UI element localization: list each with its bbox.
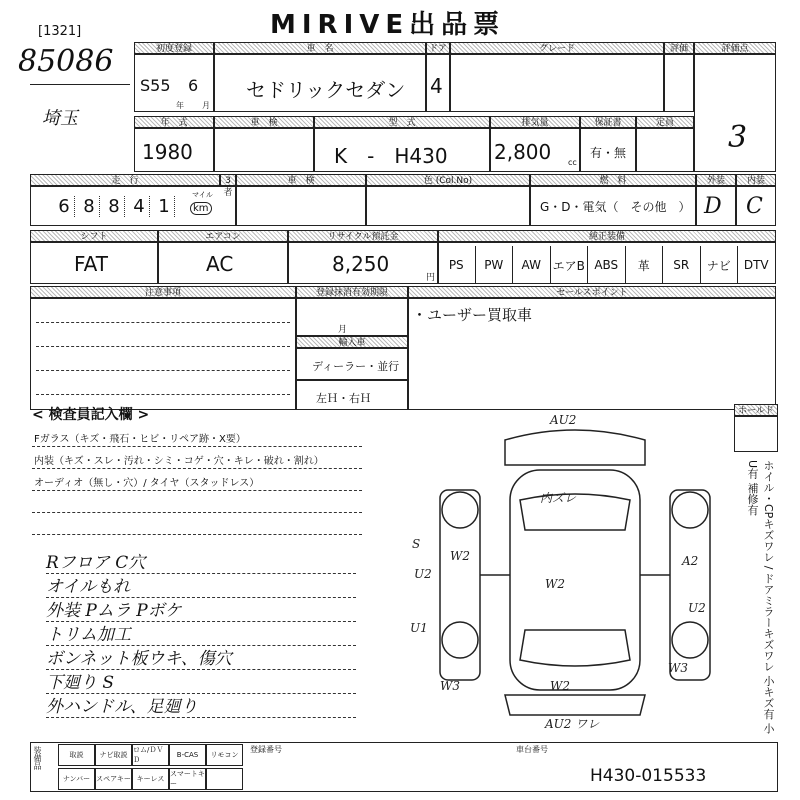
hand-note-line: ボンネット板ウキ、傷穴 bbox=[46, 644, 356, 670]
import-header: 輸入車 bbox=[296, 336, 408, 348]
side-note: ホイル・CPキズワレ / ドアミラーキズワレ 小キズ有 小U有 補修有 bbox=[746, 460, 775, 735]
import-type: ディーラー・並行 bbox=[312, 360, 400, 373]
score-value: 3 bbox=[728, 120, 748, 155]
mileage-digit: 8 bbox=[104, 196, 125, 217]
diagram-label: U2 bbox=[688, 601, 706, 615]
diagram-label: U2 bbox=[414, 567, 432, 581]
equipment-item: エアB bbox=[551, 246, 589, 284]
displacement-value: 2,800 bbox=[494, 140, 552, 164]
equipment-item: 革 bbox=[626, 246, 664, 284]
model-year-value: 1980 bbox=[142, 140, 193, 164]
mileage-digit: 6 bbox=[54, 196, 75, 217]
sales-point-header: セールスポイント bbox=[408, 286, 776, 298]
equipment-item: DTV bbox=[738, 246, 776, 284]
diagram-label: W2 bbox=[450, 549, 470, 563]
grade-header: グレード bbox=[450, 42, 664, 54]
fuel-value: G・D・電気（ その他 ） bbox=[540, 200, 691, 214]
model-year-header: 年 式 bbox=[134, 116, 214, 128]
interior-line: 内装（キズ・スレ・汚れ・シミ・コゲ・穴・キレ・破れ・割れ） bbox=[34, 456, 324, 467]
exterior-value: D bbox=[704, 194, 722, 219]
footer-item: ナビ取説 bbox=[95, 744, 132, 766]
lot-number: 85086 bbox=[18, 44, 114, 79]
cc-unit: cc bbox=[568, 158, 577, 167]
shift-header: シフト bbox=[30, 230, 158, 242]
hand-note-line: オイルもれ bbox=[46, 572, 356, 598]
reg-month-mark: 月 bbox=[338, 325, 348, 335]
mileage-digit: 1 bbox=[154, 196, 175, 217]
diagram-label: A2 bbox=[682, 554, 699, 568]
audio-line: オーディオ（無し・穴）/ タイヤ（スタッドレス） bbox=[34, 478, 260, 489]
footer-side-label: 装備品 bbox=[33, 746, 42, 770]
doors-header: ドア bbox=[426, 42, 450, 54]
inspector-notes-title: < 検査員記入欄 > bbox=[32, 407, 150, 423]
footer-item: スマートキー bbox=[170, 770, 205, 788]
footer-item bbox=[206, 768, 243, 790]
capacity-header: 定員 bbox=[636, 116, 694, 128]
aircon-value: AC bbox=[206, 252, 234, 276]
handle-side: 左Ｈ・右Ｈ bbox=[316, 392, 371, 405]
frame-no-label: 車台番号 bbox=[516, 745, 548, 754]
footer-item: スペアキー bbox=[95, 768, 132, 790]
model-type-value: K - H430 bbox=[334, 144, 448, 168]
car-name-header: 車 名 bbox=[214, 42, 426, 54]
footer-item: ロム/ＤＶＤ bbox=[132, 744, 169, 766]
equipment-item: PW bbox=[476, 246, 514, 284]
footer-item: リモコン bbox=[206, 744, 243, 766]
reg-no-label: 登録番号 bbox=[250, 745, 282, 754]
year-mark: 年 bbox=[176, 101, 184, 110]
equipment-item: SR bbox=[663, 246, 701, 284]
mileage-unit-top: マイル bbox=[192, 191, 213, 199]
mileage-unit: km bbox=[190, 202, 212, 215]
glass-line: Fガラス（キズ・飛石・ヒビ・リペア跡・X要） bbox=[34, 434, 246, 445]
lot-code: [1321] bbox=[38, 24, 82, 39]
rating-header: 評価 bbox=[664, 42, 694, 54]
score-header: 評価点 bbox=[694, 42, 776, 54]
diagram-label: AU2 bbox=[550, 413, 577, 427]
equipment-header: 純正装備 bbox=[438, 230, 776, 242]
recycle-value: 8,250 bbox=[332, 252, 390, 276]
shaken-header: 車 検 bbox=[214, 116, 314, 128]
warranty-header: 保証書 bbox=[580, 116, 636, 128]
displacement-header: 排気量 bbox=[490, 116, 580, 128]
fuel-header: 燃 料 bbox=[530, 174, 696, 186]
warranty-value: 有・無 bbox=[590, 146, 627, 160]
frame-number: H430-015533 bbox=[590, 766, 707, 786]
notes-header: 注意事項 bbox=[30, 286, 296, 298]
footer-item: B-CAS bbox=[169, 744, 206, 766]
mileage-digit: 8 bbox=[79, 196, 100, 217]
car-name: セドリックセダン bbox=[246, 78, 406, 102]
first-reg-header: 初度登録 bbox=[134, 42, 214, 54]
mileage-digits bbox=[54, 196, 175, 217]
color-header: 色 (Col.No) bbox=[366, 174, 530, 186]
diagram-label: S bbox=[412, 537, 421, 551]
hand-note-line: 外ハンドル、足廻り bbox=[46, 692, 356, 718]
reg-expiry-header: 登録抹消有効期限 bbox=[296, 286, 408, 298]
document-title: MIRIVE出品票 bbox=[270, 10, 506, 40]
yen-unit: 円 bbox=[426, 273, 436, 283]
car-damage-diagram bbox=[410, 410, 730, 740]
exterior-header: 外装 bbox=[696, 174, 736, 186]
equipment-item: AW bbox=[513, 246, 551, 284]
hand-note-line: Rフロア C穴 bbox=[46, 548, 356, 574]
interior-header: 内装 bbox=[736, 174, 776, 186]
equipment-item: PS bbox=[438, 246, 476, 284]
diagram-label: W2 bbox=[545, 577, 565, 591]
equipment-item: ABS bbox=[588, 246, 626, 284]
diagram-label: W3 bbox=[440, 679, 460, 693]
prefecture: 埼玉 bbox=[42, 108, 78, 129]
footer-item: キーレス bbox=[132, 768, 169, 790]
inspection-header: 車 検 bbox=[236, 174, 366, 186]
hand-note-line: 外装 Pムラ Pボケ bbox=[46, 596, 356, 622]
hand-note-line: トリム加工 bbox=[46, 620, 356, 646]
hand-note-line: 下廻り S bbox=[46, 668, 356, 694]
first-reg-month: 6 bbox=[188, 76, 199, 95]
doors-value: 4 bbox=[430, 74, 443, 98]
model-type-header: 型 式 bbox=[314, 116, 490, 128]
sales-point-value: ・ユーザー買取車 bbox=[412, 306, 533, 324]
diagram-label: AU2 ワレ bbox=[545, 717, 600, 731]
interior-value: C bbox=[746, 194, 763, 219]
holdlock-header: ホールド bbox=[734, 404, 778, 416]
diagram-label: W2 bbox=[550, 679, 570, 693]
equipment-item: ナビ bbox=[701, 246, 739, 284]
aircon-header: エアコン bbox=[158, 230, 288, 242]
diagram-label: U1 bbox=[410, 621, 428, 635]
footer-item: ナンバー bbox=[58, 768, 95, 790]
recycle-header: リサイクル預託金 bbox=[288, 230, 438, 242]
first-reg-era: S55 bbox=[140, 76, 171, 95]
shift-value: FAT bbox=[74, 252, 109, 276]
diagram-label: 内ズレ bbox=[540, 491, 577, 505]
month-mark: 月 bbox=[202, 101, 210, 110]
footer-item: 取説 bbox=[58, 744, 95, 766]
vehicle-check-header: 3者 bbox=[220, 174, 236, 186]
mileage-digit: 4 bbox=[129, 196, 150, 217]
mileage-header: 走 行 bbox=[30, 174, 220, 186]
diagram-label: W3 bbox=[668, 661, 688, 675]
